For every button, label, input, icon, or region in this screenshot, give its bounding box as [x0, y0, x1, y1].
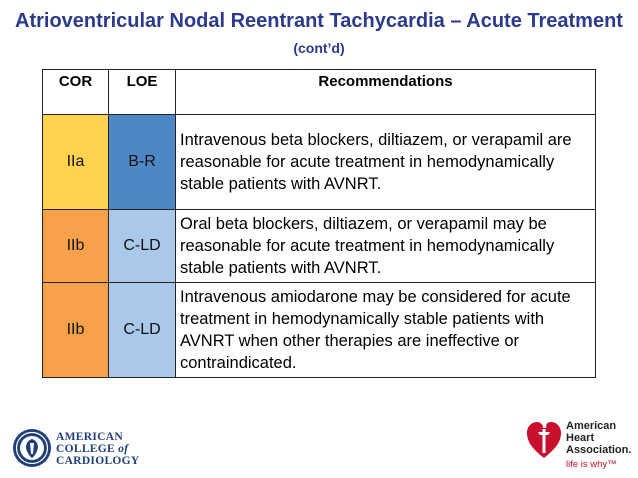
acc-wordmark	[56, 431, 140, 467]
table-row	[43, 210, 596, 283]
slide-title	[0, 8, 638, 61]
cor-cell: IIb	[43, 283, 109, 378]
recommendation-text: Oral beta blockers, diltiazem, or verapamil may be reasonable for acute treatment in hemodynamically stable patients with AVNRT.	[176, 210, 596, 283]
recommendation-text: Intravenous amiodarone may be considered for acute treatment in hemodynamically stable patients with AVNRT when other therapies are ineffective or contraindicated.	[176, 283, 596, 378]
table-row	[43, 283, 596, 378]
aha-line2: Heart	[566, 432, 595, 444]
aha-logo	[526, 418, 634, 474]
acc-line3: CARDIOLOGY	[56, 455, 140, 467]
acc-line1: AMERICAN	[56, 431, 123, 443]
acc-line2a: COLLEGE	[56, 443, 115, 455]
aha-line3: Association.	[566, 444, 632, 456]
header-cor: COR	[43, 70, 109, 115]
aha-tagline: life is why™	[566, 459, 617, 470]
acc-seal-icon	[12, 428, 52, 468]
recommendations-table	[42, 69, 596, 378]
header-loe: LOE	[109, 70, 176, 115]
acc-line2b: of	[118, 443, 129, 455]
slide-title-suffix: (cont’d)	[293, 40, 345, 56]
loe-cell: C-LD	[109, 283, 176, 378]
aha-heart-torch-icon	[526, 418, 562, 460]
table-row	[43, 115, 596, 210]
table-header-row	[43, 70, 596, 115]
loe-cell: B-R	[109, 115, 176, 210]
cor-cell: IIa	[43, 115, 109, 210]
header-recommendations: Recommendations	[176, 70, 596, 115]
acc-line2	[56, 443, 140, 455]
cor-cell: IIb	[43, 210, 109, 283]
recommendation-text: Intravenous beta blockers, diltiazem, or verapamil are reasonable for acute treatment in hemodynamically stable patients with AVNRT.	[176, 115, 596, 210]
aha-wordmark	[566, 420, 631, 456]
slide-title-main: Atrioventricular Nodal Reentrant Tachycardia – Acute Treatment	[15, 10, 623, 32]
loe-cell: C-LD	[109, 210, 176, 283]
aha-line1: American	[566, 420, 617, 432]
acc-logo	[12, 428, 162, 472]
